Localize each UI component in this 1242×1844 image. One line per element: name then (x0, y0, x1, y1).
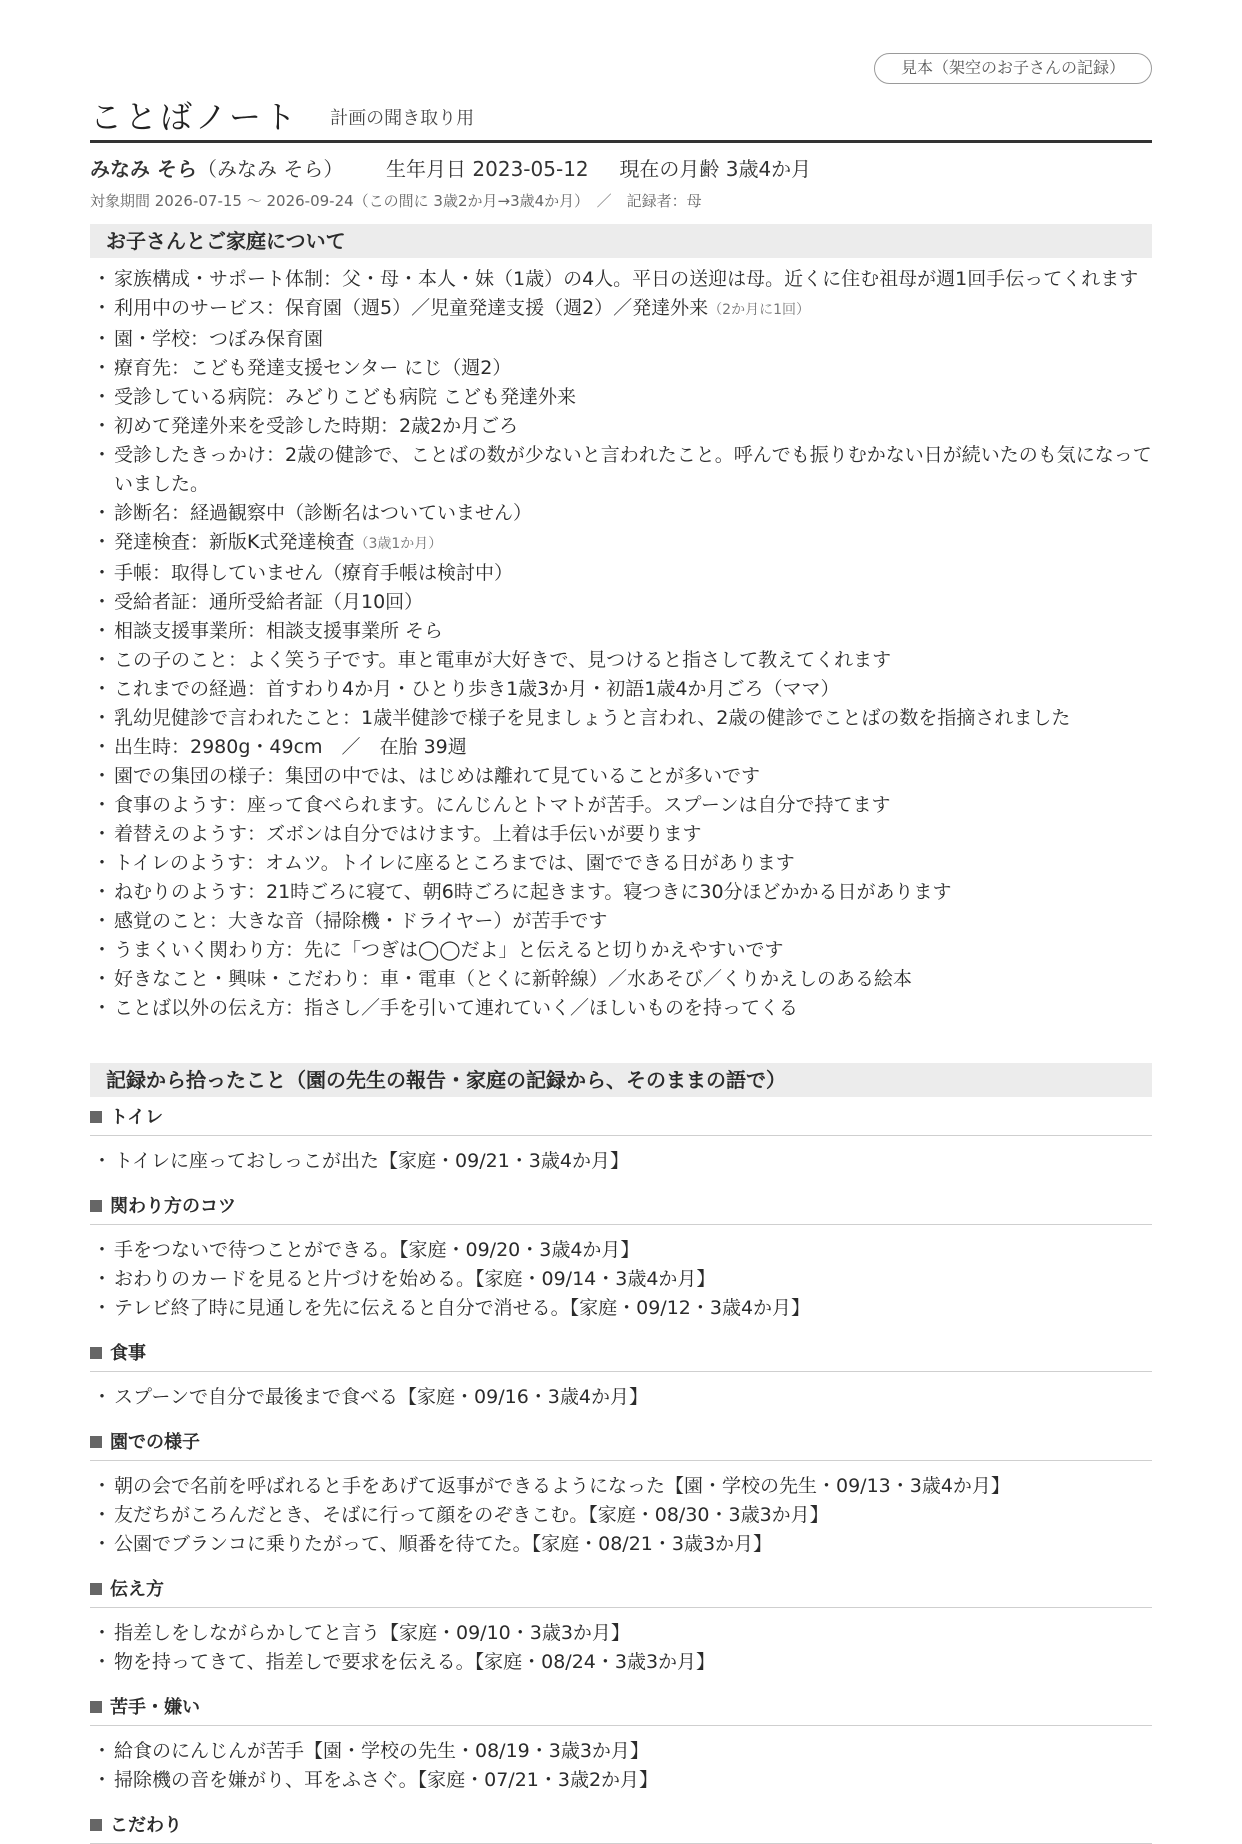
family-info-text: 手帳：取得していません（療育手帳は検討中） (114, 562, 514, 584)
family-info-text: 受診している病院：みどりこども病院 こども発達外来 (114, 386, 577, 408)
family-info-item (90, 907, 1152, 936)
bullet: ・ (92, 268, 112, 290)
record-list (90, 1383, 1152, 1412)
child-info-row (90, 153, 811, 182)
family-info-text: 感覚のこと：大きな音（掃除機・ドライヤー）が苦手です (114, 910, 608, 932)
record-category-heading (90, 1695, 1152, 1726)
page-subtitle: 計画の聞き取り用 (330, 108, 475, 129)
record-text: 指差しをしながらかしてと言う【家庭・09/10・3歳3か月】 (114, 1622, 630, 1644)
child-name-kana: （みなみ そら） (196, 157, 344, 181)
family-info-text: 受給者証：通所受給者証（月10回） (114, 591, 424, 613)
category-square-icon (90, 1436, 102, 1448)
family-info-item (90, 646, 1152, 675)
family-info-item (90, 994, 1152, 1023)
record-list (90, 1236, 1152, 1323)
record-text: トイレに座っておしっこが出た【家庭・09/21・3歳4か月】 (114, 1150, 629, 1172)
family-info-text: 着替えのようす：ズボンは自分ではけます。上着は手伝いが要ります (114, 823, 702, 845)
bullet: ・ (92, 910, 112, 932)
family-info-item (90, 354, 1152, 383)
bullet: ・ (92, 1622, 112, 1644)
family-info-item (90, 559, 1152, 588)
family-info-text: トイレのようす：オムツ。トイレに座るところまでは、園でできる日があります (114, 852, 795, 874)
record-item (90, 1619, 1152, 1648)
record-item (90, 1648, 1152, 1677)
bullet: ・ (92, 794, 112, 816)
category-name: 食事 (110, 1343, 146, 1364)
record-item (90, 1737, 1152, 1766)
child-name: みなみ そら (90, 157, 197, 181)
family-info-item (90, 265, 1152, 294)
family-info-item (90, 965, 1152, 994)
record-item (90, 1501, 1152, 1530)
record-list (90, 1147, 1152, 1176)
record-text: 手をつないで待つことができる。【家庭・09/20・3歳4か月】 (114, 1239, 640, 1261)
category-square-icon (90, 1701, 102, 1713)
record-text: 公園でブランコに乗りたがって、順番を待てた。【家庭・08/21・3歳3か月】 (114, 1533, 773, 1555)
family-info-text: ことば以外の伝え方：指さし／手を引いて連れていく／ほしいものを持ってくる (114, 997, 799, 1019)
category-name: 苦手・嫌い (110, 1697, 200, 1718)
record-text: 物を持ってきて、指差しで要求を伝える。【家庭・08/24・3歳3か月】 (114, 1651, 716, 1673)
bullet: ・ (92, 502, 112, 524)
family-info-item (90, 791, 1152, 820)
bullet: ・ (92, 1386, 112, 1408)
section-heading-records: 記録から拾ったこと（園の先生の報告・家庭の記録から、そのままの語で） (90, 1063, 1152, 1097)
title-row (90, 92, 475, 136)
family-info-text: 利用中のサービス：保育園（週5）／児童発達支援（週2）／発達外来 (114, 297, 709, 319)
family-info-text: これまでの経過：首すわり4か月・ひとり歩き1歳3か月・初語1歳4か月ごろ（ママ） (114, 678, 840, 700)
bullet: ・ (92, 852, 112, 874)
bullet: ・ (92, 591, 112, 613)
family-info-text: 診断名：経過観察中（診断名はついていません） (114, 502, 533, 524)
family-info-item (90, 936, 1152, 965)
bullet: ・ (92, 297, 112, 319)
bullet: ・ (92, 357, 112, 379)
family-info-text: 園での集団の様子：集団の中では、はじめは離れて見ていることが多いです (114, 765, 761, 787)
family-info-item (90, 441, 1152, 499)
bullet: ・ (92, 620, 112, 642)
record-item (90, 1766, 1152, 1795)
family-info-text: 乳幼児健診で言われたこと：1歳半健診で様子を見ましょうと言われ、2歳の健診でことばの数を指摘されました (114, 707, 1071, 729)
bullet: ・ (92, 386, 112, 408)
record-text: 掃除機の音を嫌がり、耳をふさぐ。【家庭・07/21・3歳2か月】 (114, 1769, 659, 1791)
record-item (90, 1147, 1152, 1176)
category-square-icon (90, 1200, 102, 1212)
bullet: ・ (92, 881, 112, 903)
bullet: ・ (92, 1504, 112, 1526)
family-info-item (90, 878, 1152, 907)
category-square-icon (90, 1819, 102, 1831)
record-category-heading (90, 1341, 1152, 1372)
bullet: ・ (92, 444, 112, 466)
record-text: スプーンで自分で最後まで食べる【家庭・09/16・3歳4か月】 (114, 1386, 648, 1408)
bullet: ・ (92, 997, 112, 1019)
bullet: ・ (92, 939, 112, 961)
bullet: ・ (92, 649, 112, 671)
record-item (90, 1265, 1152, 1294)
record-category-heading (90, 1577, 1152, 1608)
record-item (90, 1294, 1152, 1323)
bullet: ・ (92, 1239, 112, 1261)
family-info-item (90, 528, 1152, 559)
family-info-item (90, 588, 1152, 617)
age-label: 現在の月齢 (619, 157, 720, 181)
family-info-text: 出生時：2980g・49cm ／ 在胎 39週 (114, 736, 467, 758)
category-name: 伝え方 (110, 1579, 164, 1600)
bullet: ・ (92, 968, 112, 990)
record-item (90, 1472, 1152, 1501)
family-info-item (90, 412, 1152, 441)
family-info-text: 初めて発達外来を受診した時期：2歳2か月ごろ (114, 415, 519, 437)
family-info-item (90, 704, 1152, 733)
family-info-text: 好きなこと・興味・こだわり：車・電車（とくに新幹線）／水あそび／くりかえしのある絵本 (114, 968, 913, 990)
current-age: 3歳4か月 (725, 157, 812, 181)
section-heading-family: お子さんとご家庭について (90, 224, 1152, 258)
family-info-item (90, 675, 1152, 704)
category-square-icon (90, 1347, 102, 1359)
family-info-text: 園・学校：つぼみ保育園 (114, 328, 324, 350)
category-square-icon (90, 1583, 102, 1595)
bullet: ・ (92, 1297, 112, 1319)
family-info-text: うまくいく関わり方：先に「つぎは◯◯だよ」と伝えると切りかえやすいです (114, 939, 784, 961)
bullet: ・ (92, 1475, 112, 1497)
bullet: ・ (92, 1651, 112, 1673)
family-info-item (90, 383, 1152, 412)
family-info-text: 相談支援事業所：相談支援事業所 そら (114, 620, 444, 642)
record-category-heading (90, 1194, 1152, 1225)
family-info-item (90, 733, 1152, 762)
family-info-text: 発達検査：新版K式発達検査 (114, 531, 355, 553)
bullet: ・ (92, 531, 112, 553)
family-info-note: （2か月に1回） (708, 302, 811, 318)
family-info-text: 家族構成・サポート体制：父・母・本人・妹（1歳）の4人。平日の送迎は母。近くに住む祖母が週1回手伝ってくれます (114, 268, 1139, 290)
bullet: ・ (92, 1533, 112, 1555)
family-info-item (90, 849, 1152, 878)
family-info-text: 療育先：こども発達支援センター にじ（週2） (114, 357, 512, 379)
record-item (90, 1530, 1152, 1559)
sample-badge: 見本（架空のお子さんの記録） (874, 53, 1152, 84)
record-item (90, 1236, 1152, 1265)
record-text: 給食のにんじんが苦手【園・学校の先生・08/19・3歳3か月】 (114, 1740, 649, 1762)
family-info-item (90, 325, 1152, 354)
family-info-text: この子のこと：よく笑う子です。車と電車が大好きで、見つけると指さして教えてくれます (114, 649, 892, 671)
record-category-heading (90, 1430, 1152, 1461)
family-info-item (90, 762, 1152, 791)
record-text: 朝の会で名前を呼ばれると手をあげて返事ができるようになった【園・学校の先生・09/13・3歳4か月】 (114, 1475, 1010, 1497)
bullet: ・ (92, 678, 112, 700)
family-info-item (90, 617, 1152, 646)
bullet: ・ (92, 765, 112, 787)
family-info-item (90, 499, 1152, 528)
family-info-item (90, 294, 1152, 325)
family-info-text: 食事のようす：座って食べられます。にんじんとトマトが苦手。スプーンは自分で持てます (114, 794, 891, 816)
category-name: 園での様子 (110, 1432, 200, 1453)
bullet: ・ (92, 736, 112, 758)
period-line: 対象期間 2026-07-15 〜 2026-09-24（この間に 3歳2か月→3歳4か月） ／ 記録者：母 (90, 192, 702, 210)
category-square-icon (90, 1111, 102, 1123)
bullet: ・ (92, 1150, 112, 1172)
record-list (90, 1737, 1152, 1795)
page-title: ことばノート (90, 98, 300, 136)
family-info-text: ねむりのようす：21時ごろに寝て、朝6時ごろに起きます。寝つきに30分ほどかかる日があります (114, 881, 952, 903)
bullet: ・ (92, 1769, 112, 1791)
family-info-item (90, 820, 1152, 849)
category-name: こだわり (110, 1815, 182, 1836)
family-info-text: 受診したきっかけ：2歳の健診で、ことばの数が少ないと言われたこと。呼んでも振りむかない日が続いたのも気になっていました。 (114, 444, 1152, 495)
bullet: ・ (92, 1740, 112, 1762)
family-info-list (90, 265, 1152, 1023)
record-list (90, 1619, 1152, 1677)
birth-label: 生年月日 (386, 157, 467, 181)
record-category-heading (90, 1813, 1152, 1844)
record-list (90, 1472, 1152, 1559)
bullet: ・ (92, 1268, 112, 1290)
category-name: トイレ (110, 1107, 164, 1128)
bullet: ・ (92, 562, 112, 584)
record-text: 友だちがころんだとき、そばに行って顔をのぞきこむ。【家庭・08/30・3歳3か月】 (114, 1504, 829, 1526)
record-text: テレビ終了時に見通しを先に伝えると自分で消せる。【家庭・09/12・3歳4か月】 (114, 1297, 811, 1319)
bullet: ・ (92, 707, 112, 729)
title-divider (90, 140, 1152, 143)
record-category-heading (90, 1105, 1152, 1136)
bullet: ・ (92, 328, 112, 350)
bullet: ・ (92, 415, 112, 437)
category-name: 関わり方のコツ (110, 1196, 236, 1217)
record-item (90, 1383, 1152, 1412)
record-text: おわりのカードを見ると片づけを始める。【家庭・09/14・3歳4か月】 (114, 1268, 716, 1290)
bullet: ・ (92, 823, 112, 845)
birth-date: 2023-05-12 (472, 157, 589, 181)
family-info-note: （3歳1か月） (354, 536, 443, 552)
